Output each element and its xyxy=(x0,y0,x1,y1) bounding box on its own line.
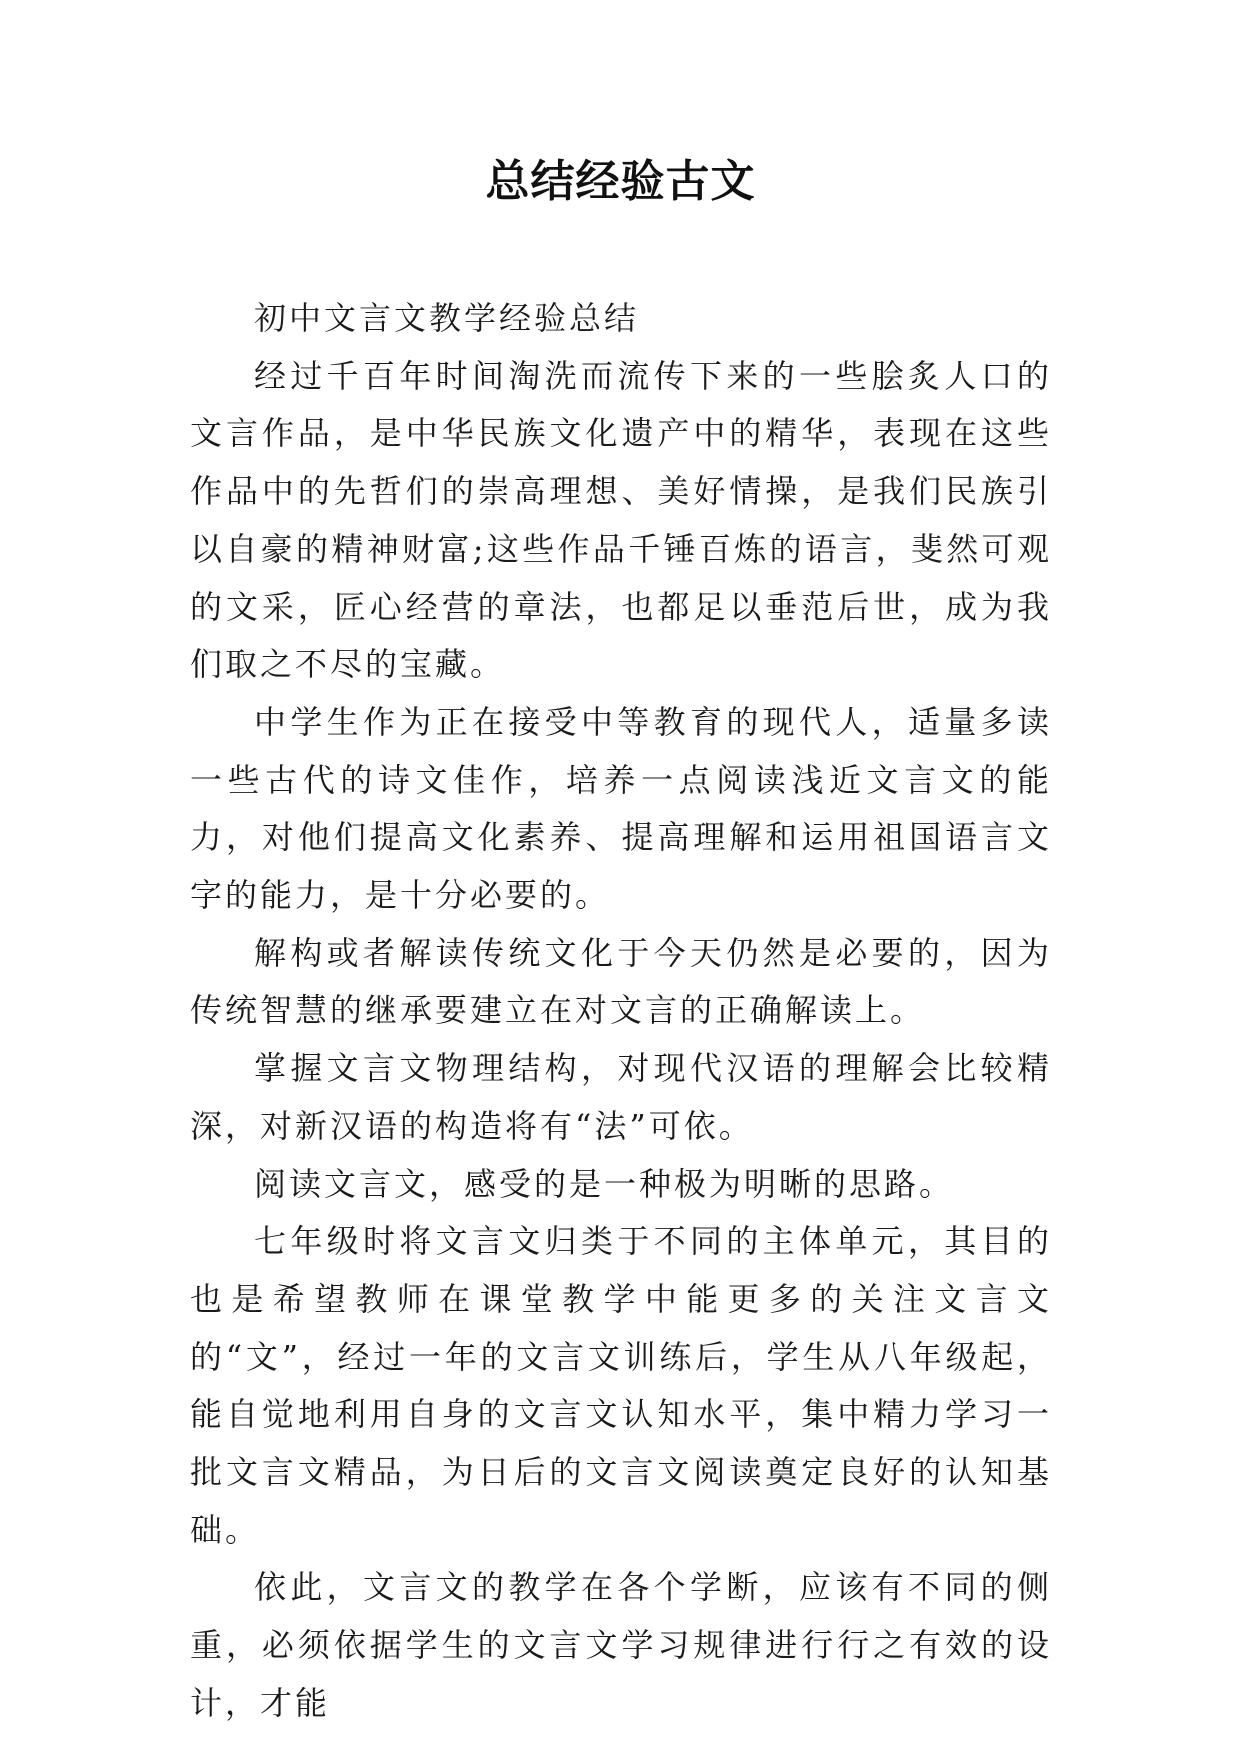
paragraph: 依此，文言文的教学在各个学断，应该有不同的侧重，必须依据学生的文言文学习规律进行行之有效的设计，才能 xyxy=(190,1568,1052,1722)
paragraph: 解构或者解读传统文化于今天仍然是必要的，因为传统智慧的继承要建立在对文言的正确解读上。 xyxy=(190,933,1052,1030)
document-body xyxy=(190,290,1052,1733)
paragraph: 中学生作为正在接受中等教育的现代人，适量多读一些古代的诗文佳作，培养一点阅读浅近文言文的能力，对他们提高文化素养、提高理解和运用祖国语言文字的能力，是十分必要的。 xyxy=(190,702,1052,915)
paragraph-subtitle: 初中文言文教学经验总结 xyxy=(254,299,640,337)
paragraph: 掌握文言文物理结构，对现代汉语的理解会比较精深，对新汉语的构造将有“法”可依。 xyxy=(190,1049,1052,1145)
paragraph: 七年级时将文言文归类于不同的主体单元，其目的也是希望教师在课堂教学中能更多的关注文言文的“文”，经过一年的文言文训练后，学生从八年级起，能自觉地利用自身的文言文认知水平，集中精力学习一批文言文精品，为日后的文言文阅读奠定良好的认知基础。 xyxy=(190,1222,1052,1549)
document-title: 总结经验古文 xyxy=(485,156,756,207)
paragraph: 经过千百年时间淘洗而流传下来的一些脍炙人口的文言作品，是中华民族文化遗产中的精华，表现在这些作品中的先哲们的崇高理想、美好情操，是我们民族引以自豪的精神财富;这些作品千锤百炼的语言，斐然可观的文采，匠心经营的章法，也都足以垂范后世，成为我们取之不尽的宝藏。 xyxy=(190,356,1052,684)
paragraph: 阅读文言文，感受的是一种极为明晰的思路。 xyxy=(254,1164,955,1203)
